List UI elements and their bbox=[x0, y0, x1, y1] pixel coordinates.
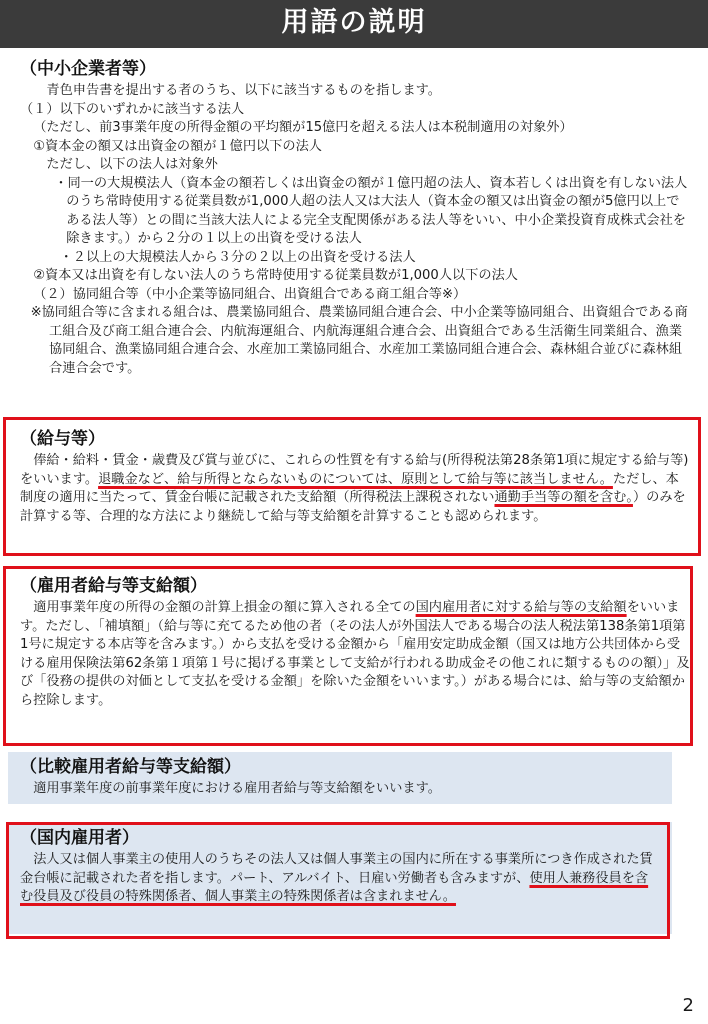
employer-pay-underline: 国内雇用者に対する給与等の支給額 bbox=[415, 600, 627, 615]
domestic-text-1: 法人又は個人事業主の使用人のうちその法人又は個人事業主の国内に所在する事業所につき作成された賃金台帳に記載された者を指します。パート、アルバイト、日雇い労働者も含みますが、 bbox=[20, 852, 653, 886]
compare-heading: （比較雇用者給与等支給額） bbox=[20, 757, 241, 777]
employer-pay-text-1: 適用事業年度の所得の金額の計算上損金の額に算入される全ての bbox=[33, 600, 416, 615]
salary-text-3: ）のみを計算する等、合理的な方法により継続して給与等支給額を計算することも認められます。 bbox=[20, 490, 686, 524]
sme-line-7: ・２以上の大規模法人から３分の２以上の出資を受ける法人 bbox=[59, 249, 416, 265]
employer-pay-text-2: をいいます。ただし、「補填額」（給与等に充てるため他の者（その法人が外国法人である場合の法人税法第138条第1項第1号に規定する本店等を含みます。）から支払を受ける金額から「雇用安定助成金額（国又は地方公共団体から受ける雇用保険法第62条第１項第１号に掲げる事業として支給が行われる助成金その他これに類するものの額）」及び「役務の提供の対価として支払を受ける金額」を除いた金額をいいます。）がある場合には、給与等の支給額から控除します。 bbox=[20, 600, 690, 708]
page-title: 用語の説明 bbox=[281, 7, 427, 38]
sme-heading: （中小企業者等） bbox=[20, 59, 156, 79]
sme-line-3: （ただし、前3事業年度の所得金額の平均額が15億円を超える法人は本税制適用の対象外） bbox=[33, 120, 573, 135]
domestic-text bbox=[20, 851, 660, 907]
domestic-section bbox=[20, 827, 660, 907]
employer-pay-text bbox=[20, 599, 692, 710]
salary-text-1: 俸給・給料・賃金・歳費及び賞与並びに、これらの性質を有する給与(所得税法第28条第1項に規定する給与等)をいいます。 bbox=[20, 453, 689, 487]
employer-pay-section bbox=[20, 575, 692, 710]
page-header bbox=[0, 0, 708, 48]
sme-line-4: ①資本金の額又は出資金の額が１億円以下の法人 bbox=[33, 138, 322, 154]
compare-text: 適用事業年度の前事業年度における雇用者給与等支給額をいいます。 bbox=[33, 781, 441, 796]
sme-line-10: ※協同組合等に含まれる組合は、農業協同組合、農業協同組合連合会、中小企業等協同組合、出資組合である商工組合及び商工組合連合会、内航海運組合、内航海運組合連合会、出資組合である生活衛生同業組合、漁業協同組合、漁業協同組合連合会、水産加工業協同組合、水産加工業協同組合連合会、森林組合並びに森林組合連合会です。 bbox=[30, 305, 688, 376]
sme-line-6: ・同一の大規模法人（資本金の額若しくは出資金の額が１億円超の法人、資本若しくは出資を有しない法人のうち常時使用する従業員数が1,000人超の法人又は大法人（資本金の額又は出資金の額が5億円以上である法人等）との間に当該大法人による完全支配関係がある法人等をいい、中小企業投資育成株式会社を除きます。）から２分の１以上の出資を受ける法人 bbox=[54, 175, 688, 246]
sme-line-8: ②資本又は出資を有しない法人のうち常時使用する従業員数が1,000人以下の法人 bbox=[33, 268, 518, 283]
domestic-underline: 使用人兼務役員を含む役員及び役員の特殊関係者、個人事業主の特殊関係者は含まれません。 bbox=[20, 870, 649, 904]
sme-line-2: （１）以下のいずれかに該当する法人 bbox=[20, 101, 245, 117]
compare-section bbox=[20, 756, 692, 799]
sme-section bbox=[20, 58, 692, 378]
salary-text bbox=[20, 452, 692, 526]
salary-section bbox=[20, 428, 692, 526]
sme-line-5: ただし、以下の法人は対象外 bbox=[46, 157, 218, 172]
employer-pay-heading: （雇用者給与等支給額） bbox=[20, 576, 207, 596]
salary-underline-2: 通勤手当等の額を含む。 bbox=[494, 490, 633, 505]
page-number: 2 bbox=[682, 995, 694, 1016]
salary-underline-1: 退職金など、給与所得とならないものについては、原則として給与等に該当しません。 bbox=[98, 471, 613, 487]
sme-line-9: （２）協同組合等（中小企業等協同組合、出資組合である商工組合等※） bbox=[33, 286, 467, 302]
domestic-heading: （国内雇用者） bbox=[20, 828, 139, 848]
salary-text-2: ただし、本制度の適用に当たって、賃金台帳に記載された支給額（所得税法上課税されない bbox=[20, 471, 679, 505]
sme-line-1: 青色申告書を提出する者のうち、以下に該当するものを指します。 bbox=[46, 83, 441, 98]
salary-heading: （給与等） bbox=[20, 429, 105, 449]
